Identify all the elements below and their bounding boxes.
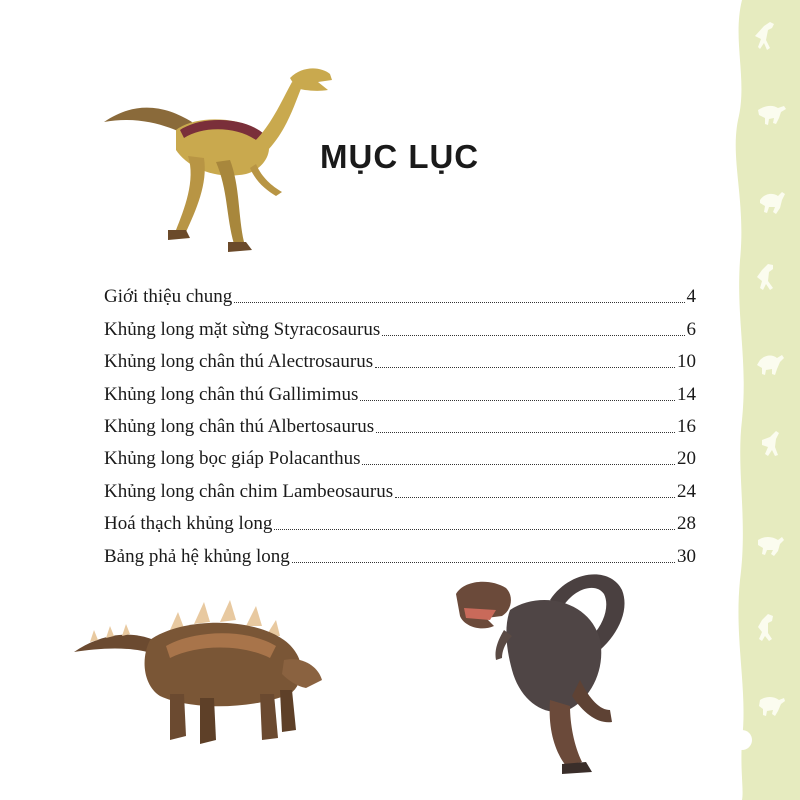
gallimimus-foot-front: [228, 242, 252, 252]
albertosaurus-illustration: [450, 560, 640, 780]
gallimimus-neck: [254, 82, 302, 152]
toc-entry-title: Bảng phả hệ khủng long: [104, 545, 290, 567]
toc-entry-title: Khủng long chân thú Albertosaurus: [104, 415, 375, 437]
dot-leader: [274, 529, 675, 530]
toc-entry-title: Giới thiệu chung: [104, 286, 233, 308]
toc-entry-title: Khủng long mặt sừng Styracosaurus: [104, 318, 381, 340]
polacanthus-leg-2: [200, 698, 216, 744]
toc-entry-title: Khủng long chân thú Alectrosaurus: [104, 351, 374, 373]
albertosaurus-foot: [562, 762, 592, 774]
dot-leader: [376, 432, 675, 433]
toc-entry-title: Khủng long chân chim Lambeosaurus: [104, 480, 394, 502]
toc-entry[interactable]: [104, 276, 696, 308]
toc-entry[interactable]: [104, 438, 696, 470]
toc-entry-title: Hoá thạch khủng long: [104, 513, 273, 535]
toc-entry[interactable]: [104, 470, 696, 502]
toc-entry-title: Khủng long bọc giáp Polacanthus: [104, 448, 361, 470]
toc-page-number: 4: [686, 286, 696, 308]
dot-leader: [360, 400, 675, 401]
dot-leader: [375, 367, 675, 368]
toc-page-number: 20: [677, 448, 696, 470]
gallimimus-leg-back: [176, 156, 205, 232]
gallimimus-head: [290, 68, 332, 90]
dot-leader: [382, 335, 684, 336]
toc-page-number: 16: [677, 415, 696, 437]
toc-entry[interactable]: [104, 341, 696, 373]
toc-page-number: 10: [677, 351, 696, 373]
toc-entry[interactable]: [104, 503, 696, 535]
polacanthus-leg-1: [170, 694, 186, 740]
toc-entry[interactable]: [104, 406, 696, 438]
toc-page-number: 24: [677, 480, 696, 502]
albertosaurus-leg-left: [550, 700, 582, 766]
albertosaurus-mouth: [464, 608, 496, 620]
polacanthus-leg-4: [280, 690, 296, 732]
polacanthus-illustration: [70, 600, 330, 760]
dot-leader: [234, 302, 684, 303]
polacanthus-leg-3: [260, 694, 278, 740]
polacanthus-tail: [74, 635, 154, 654]
dot-leader: [395, 497, 675, 498]
gallimimus-illustration: [96, 60, 340, 260]
strip-hole: [732, 730, 752, 750]
toc-entry[interactable]: [104, 308, 696, 340]
toc-page-number: 14: [677, 383, 696, 405]
dot-leader: [362, 464, 675, 465]
table-of-contents: [104, 276, 696, 568]
albertosaurus-head: [456, 582, 511, 629]
toc-page-number: 28: [677, 513, 696, 535]
gallimimus-foot-back: [168, 230, 190, 240]
toc-entry[interactable]: [104, 373, 696, 405]
toc-entry-title: Khủng long chân thú Gallimimus: [104, 383, 359, 405]
decorative-side-strip: [718, 0, 800, 800]
gallimimus-arm: [250, 164, 282, 196]
page-title: MỤC LỤC: [320, 138, 480, 175]
toc-page-number: 30: [677, 545, 696, 567]
toc-page-number: 6: [686, 318, 696, 340]
